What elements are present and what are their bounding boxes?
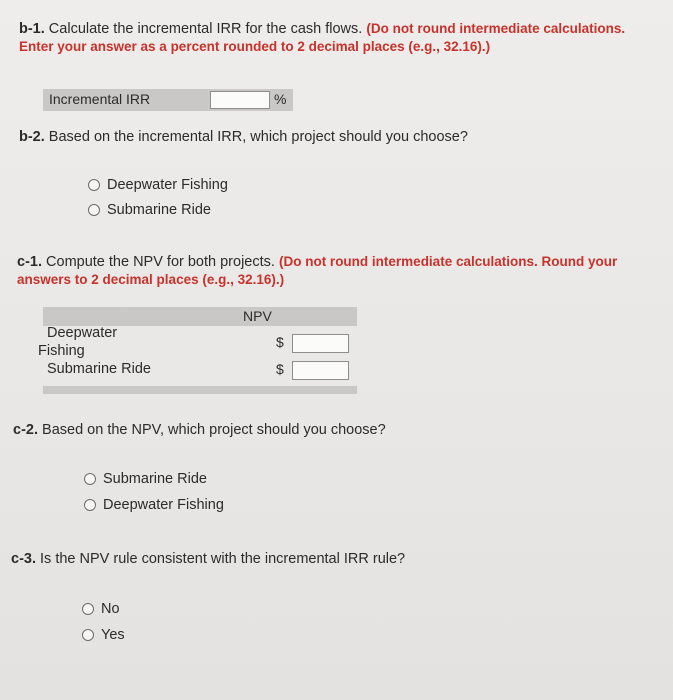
question-b2 bbox=[19, 128, 659, 146]
question-number: b-1. bbox=[19, 21, 45, 37]
npv-input-submarine-ride[interactable] bbox=[292, 361, 349, 380]
incremental-irr-label: Incremental IRR bbox=[49, 91, 151, 107]
radio-option-no[interactable] bbox=[82, 601, 120, 617]
radio-button[interactable] bbox=[88, 179, 100, 191]
radio-option-deepwater-fishing[interactable] bbox=[88, 177, 228, 193]
question-text: Based on the incremental IRR, which project should you choose? bbox=[44, 129, 468, 145]
radio-option-submarine-ride[interactable] bbox=[88, 202, 211, 218]
radio-label: Deepwater Fishing bbox=[107, 177, 228, 193]
question-text: Is the NPV rule consistent with the incremental IRR rule? bbox=[36, 551, 406, 567]
question-text: Based on the NPV, which project should you choose? bbox=[38, 422, 386, 438]
percent-sign: % bbox=[274, 91, 287, 107]
question-instruction: (Do not round intermediate calculations. Enter your answer as a percent rounded to 2 decimal places (e.g., 32.16).) bbox=[19, 21, 626, 54]
row-label-line2: Fishing bbox=[38, 343, 85, 359]
question-c2 bbox=[13, 421, 653, 439]
radio-button[interactable] bbox=[82, 603, 94, 615]
currency-symbol: $ bbox=[276, 334, 284, 350]
question-number: c-3. bbox=[11, 551, 36, 567]
radio-label: No bbox=[101, 601, 120, 617]
question-number: c-1. bbox=[17, 254, 42, 270]
question-text: Compute the NPV for both projects. bbox=[42, 254, 279, 270]
row-label-line1: Deepwater bbox=[47, 325, 118, 341]
radio-option-submarine-ride[interactable] bbox=[84, 471, 207, 487]
npv-row-label-deepwater bbox=[47, 324, 117, 342]
npv-column-header: NPV bbox=[243, 308, 272, 324]
radio-button[interactable] bbox=[88, 204, 100, 216]
radio-label: Submarine Ride bbox=[107, 202, 211, 218]
row-label-line1: Submarine Ride bbox=[47, 361, 151, 377]
radio-option-deepwater-fishing[interactable] bbox=[84, 497, 224, 513]
incremental-irr-input[interactable] bbox=[210, 91, 270, 109]
radio-label: Submarine Ride bbox=[103, 471, 207, 487]
radio-label: Yes bbox=[101, 627, 125, 643]
npv-table-footer bbox=[43, 386, 357, 394]
radio-button[interactable] bbox=[82, 629, 94, 641]
question-c1 bbox=[17, 253, 657, 289]
question-number: c-2. bbox=[13, 422, 38, 438]
question-c3 bbox=[11, 550, 651, 568]
npv-input-deepwater-fishing[interactable] bbox=[292, 334, 349, 353]
npv-row-label-submarine bbox=[47, 360, 151, 378]
currency-symbol: $ bbox=[276, 361, 284, 377]
npv-row-label-fishing bbox=[38, 342, 85, 360]
question-text: Calculate the incremental IRR for the cash flows. bbox=[44, 21, 367, 37]
question-instruction: (Do not round intermediate calculations. Round your answers to 2 decimal places (e.g., 32.16).) bbox=[17, 254, 618, 287]
question-b1 bbox=[19, 20, 659, 56]
radio-button[interactable] bbox=[84, 499, 96, 511]
radio-button[interactable] bbox=[84, 473, 96, 485]
radio-option-yes[interactable] bbox=[82, 627, 125, 643]
incremental-irr-row bbox=[43, 89, 293, 111]
radio-label: Deepwater Fishing bbox=[103, 497, 224, 513]
question-number: b-2. bbox=[19, 129, 45, 145]
